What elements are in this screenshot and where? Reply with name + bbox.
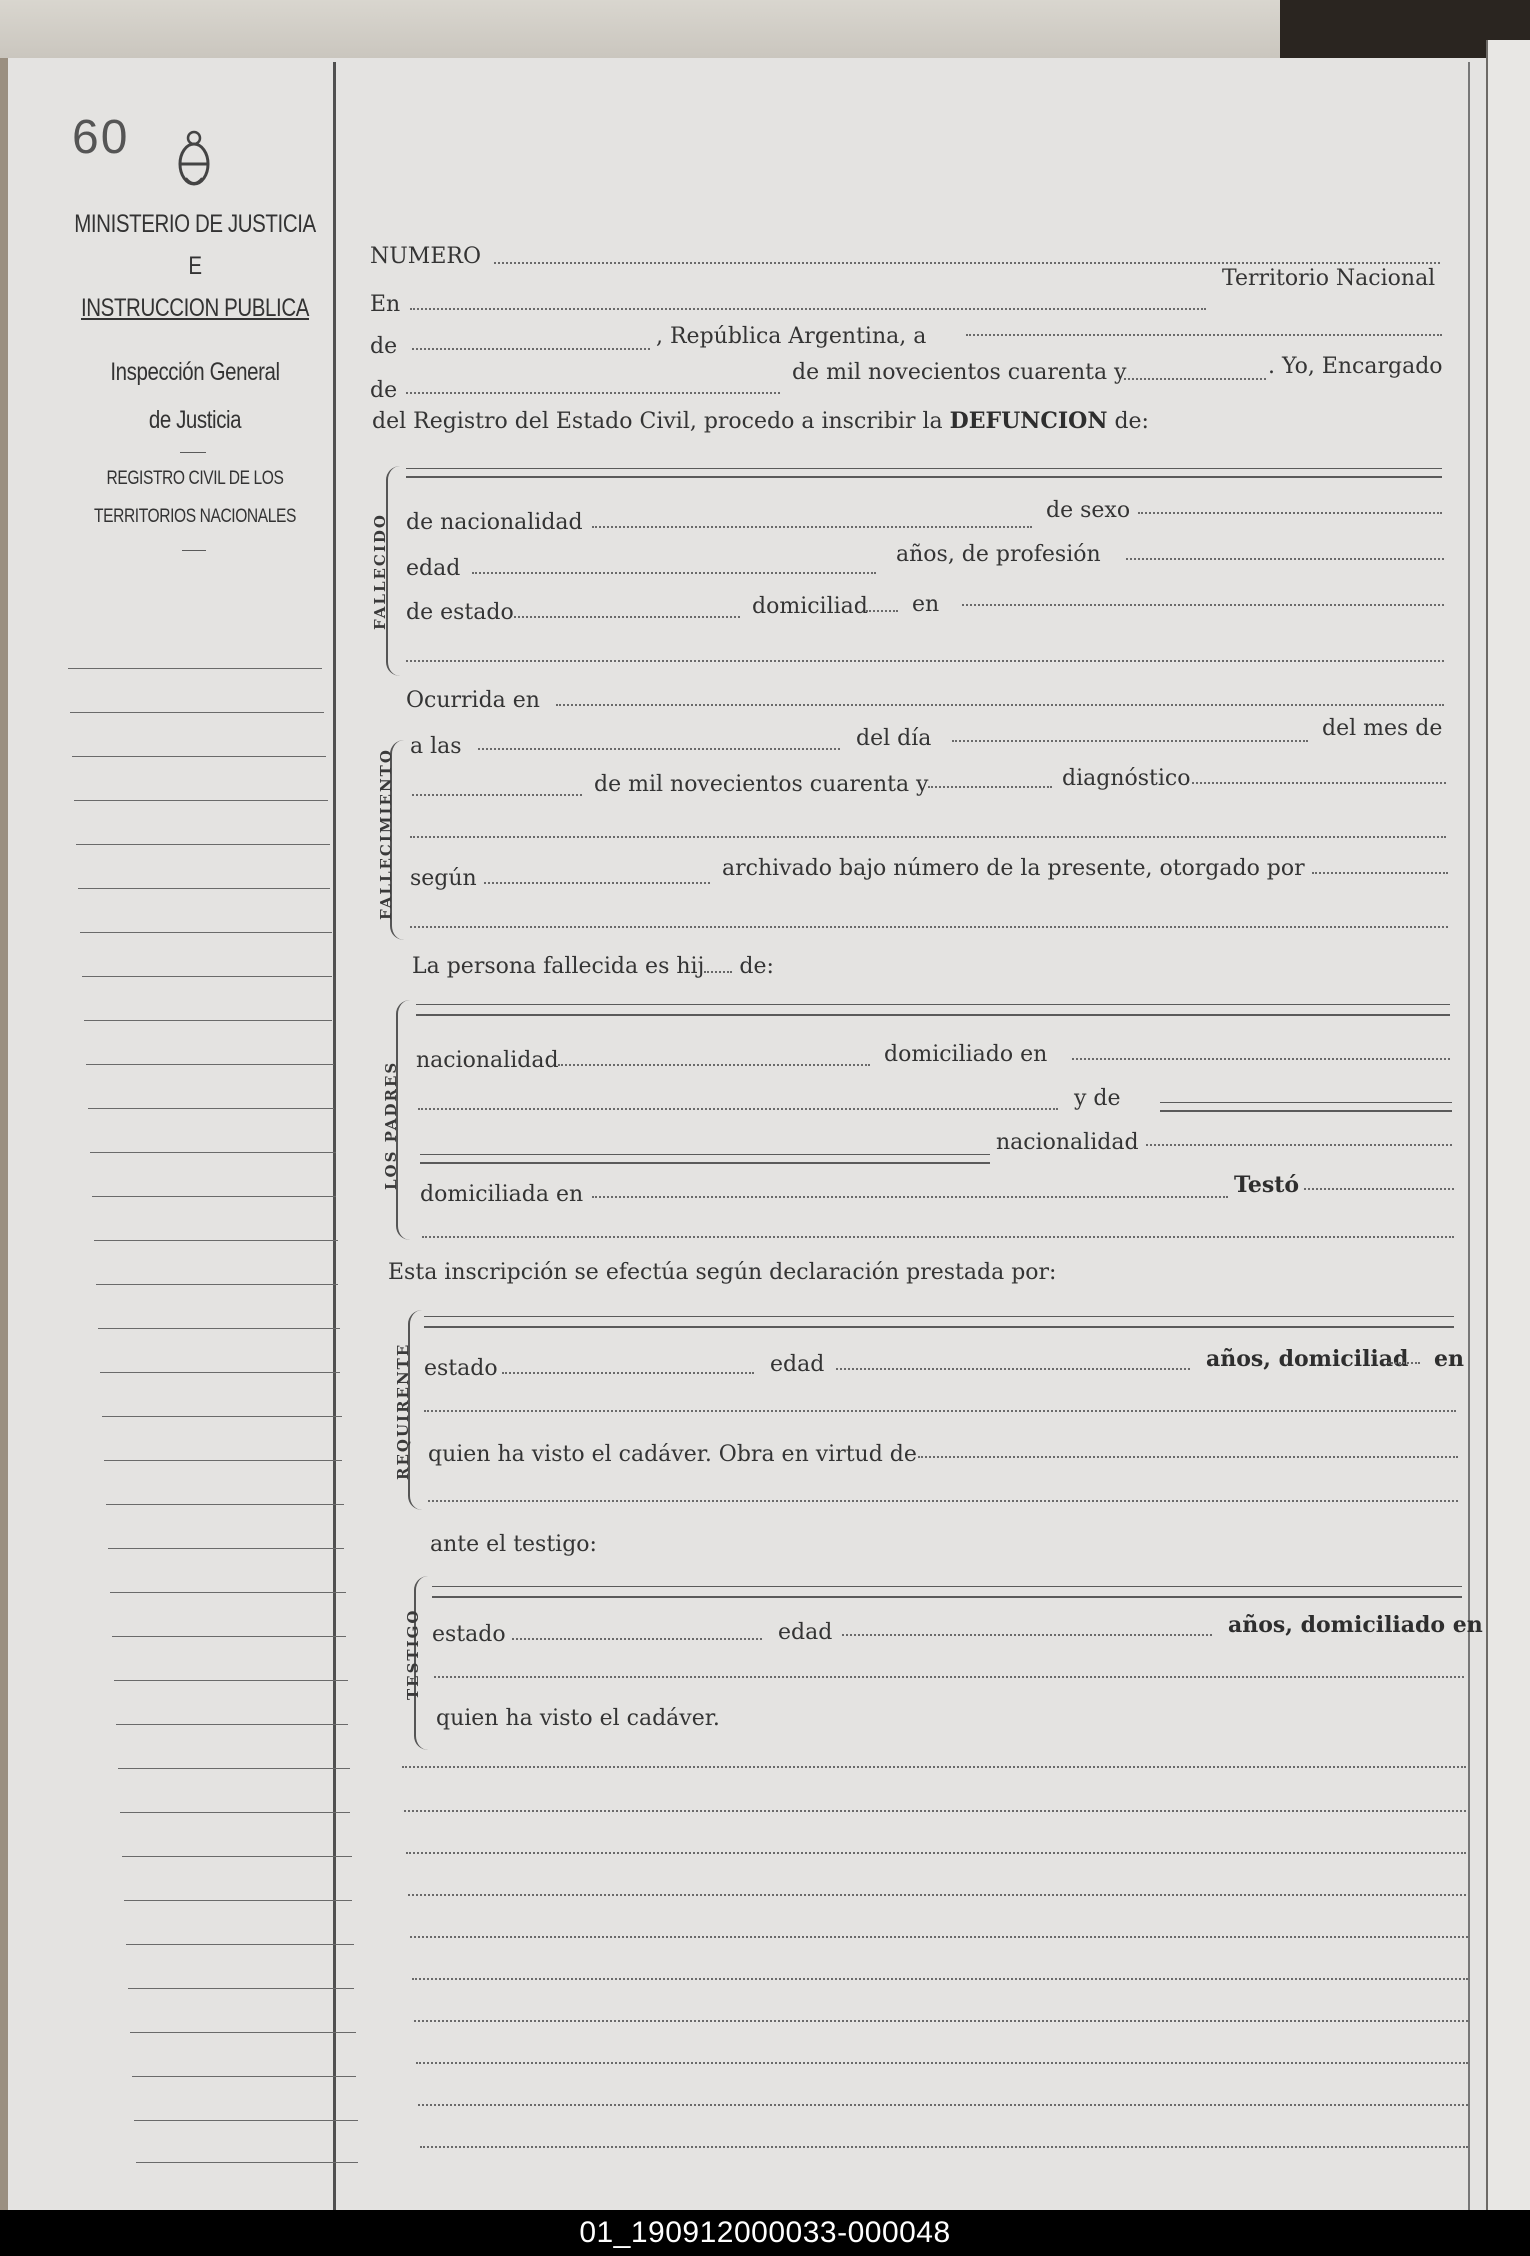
domiciliad-label: domiciliad bbox=[752, 594, 868, 619]
requirente-visto-label: quien ha visto el cadáver. Obra en virtud de bbox=[428, 1442, 917, 1467]
madre-name-line[interactable] bbox=[1160, 1102, 1452, 1103]
sexo-label: de sexo bbox=[1046, 498, 1131, 523]
territorio-label: Territorio Nacional bbox=[1222, 266, 1436, 291]
anio-field[interactable] bbox=[1124, 378, 1266, 380]
de-label-1: de bbox=[370, 334, 398, 359]
diagnostico-label: diagnóstico bbox=[1062, 766, 1191, 791]
sexo-field[interactable] bbox=[1138, 512, 1442, 514]
margin-rule bbox=[122, 1856, 352, 1857]
margin-rule bbox=[104, 1460, 342, 1461]
segun-field[interactable] bbox=[484, 882, 710, 884]
margin-rule bbox=[106, 1504, 344, 1505]
ministry-line-2: E bbox=[188, 252, 202, 280]
requirente-label: REQUIRENTE bbox=[394, 1342, 412, 1480]
de-field-1[interactable] bbox=[412, 348, 650, 350]
blank-rule[interactable] bbox=[410, 1936, 1468, 1938]
diagnostico-field[interactable] bbox=[1192, 782, 1446, 784]
nacionalidad-label: de nacionalidad bbox=[406, 510, 583, 535]
requirente-domicilio-field[interactable] bbox=[424, 1410, 1456, 1412]
mil-cuarenta-label: de mil novecientos cuarenta y bbox=[792, 360, 1127, 385]
otorgado-field-2[interactable] bbox=[410, 926, 1448, 928]
profesion-label: años, de profesión bbox=[896, 542, 1101, 567]
margin-rule bbox=[74, 800, 328, 801]
madre-name-line-3[interactable] bbox=[420, 1154, 990, 1155]
requirente-anos-label: años, domiciliad bbox=[1206, 1346, 1409, 1372]
margin-rule bbox=[76, 844, 330, 845]
margin-rule bbox=[102, 1416, 342, 1417]
nacionalidad-madre-field[interactable] bbox=[1146, 1144, 1452, 1146]
testigo-visto-label: quien ha visto el cadáver. bbox=[436, 1706, 720, 1731]
testigo-name-line[interactable] bbox=[432, 1586, 1462, 1587]
requirente-en-label: en bbox=[1434, 1346, 1464, 1372]
margin-rule bbox=[114, 1680, 348, 1681]
nacionalidad-padre-label: nacionalidad bbox=[416, 1048, 559, 1073]
requirente-edad-label: edad bbox=[770, 1352, 825, 1377]
archivado-label: archivado bajo número de la presente, otorgado por bbox=[722, 856, 1305, 881]
fecha-field[interactable] bbox=[966, 334, 1442, 336]
margin-rule bbox=[118, 1768, 350, 1769]
nacionalidad-madre-label: nacionalidad bbox=[996, 1130, 1139, 1155]
obra-virtud-field[interactable] bbox=[918, 1456, 1458, 1458]
margin-rule bbox=[136, 2162, 358, 2163]
margin-rule bbox=[94, 1240, 338, 1241]
profesion-field[interactable] bbox=[1126, 558, 1444, 560]
anio-field-2[interactable] bbox=[928, 786, 1052, 788]
estado-label: de estado bbox=[406, 600, 514, 625]
mil-cuarenta-label-2: de mil novecientos cuarenta y bbox=[594, 772, 929, 797]
en-label: En bbox=[370, 292, 401, 317]
del-mes-label: del mes de bbox=[1322, 716, 1443, 741]
blank-rule[interactable] bbox=[408, 1894, 1466, 1896]
requirente-domiciliad-suffix[interactable] bbox=[1388, 1362, 1420, 1364]
madre-name-line-2 bbox=[1160, 1110, 1452, 1112]
fallecimiento-label: FALLECIMIENTO bbox=[377, 748, 395, 920]
header-rule bbox=[180, 452, 206, 453]
los-padres-label: LOS PADRES bbox=[382, 1060, 400, 1190]
de-label-2: de bbox=[370, 378, 398, 403]
image-caption: 01_190912000033-000048 bbox=[579, 2216, 951, 2249]
ministry-line-3: INSTRUCCION PUBLICA bbox=[80, 294, 309, 322]
defuncion-label: DEFUNCION bbox=[949, 408, 1108, 434]
margin-rule bbox=[128, 1988, 354, 1989]
domicilio-field[interactable] bbox=[962, 604, 1444, 606]
otorgado-field[interactable] bbox=[1312, 872, 1448, 874]
y-de-label: y de bbox=[1074, 1086, 1121, 1111]
testigo-label: TESTIGO bbox=[404, 1608, 422, 1700]
margin-rule bbox=[108, 1548, 344, 1549]
madre-name-line-4 bbox=[420, 1162, 990, 1164]
nacionalidad-field[interactable] bbox=[592, 526, 1032, 528]
margin-rule bbox=[90, 1152, 336, 1153]
requirente-name-line[interactable] bbox=[424, 1316, 1454, 1317]
margin-rule bbox=[100, 1372, 340, 1373]
column-divider bbox=[333, 62, 336, 2210]
margin-rule bbox=[70, 712, 324, 713]
margin-rule bbox=[92, 1196, 336, 1197]
hij-suffix[interactable] bbox=[704, 971, 732, 973]
margin-rule bbox=[78, 888, 330, 889]
domicilio-padre-field-2[interactable] bbox=[418, 1108, 1058, 1110]
testigo-edad-label: edad bbox=[778, 1620, 833, 1645]
margin-rule bbox=[110, 1592, 346, 1593]
fallecido-name-line[interactable] bbox=[406, 468, 1442, 469]
margin-rule bbox=[116, 1724, 348, 1725]
diagnostico-field-2[interactable] bbox=[410, 836, 1446, 838]
numero-field[interactable] bbox=[494, 262, 1440, 264]
ocurrida-label: Ocurrida en bbox=[406, 688, 540, 713]
requirente-name-line-2 bbox=[424, 1326, 1454, 1328]
hora-field[interactable] bbox=[478, 748, 840, 750]
republica-label: , República Argentina, a bbox=[656, 324, 927, 349]
domiciliado-padre-field[interactable] bbox=[1072, 1058, 1450, 1060]
domicilio-field-2[interactable] bbox=[406, 660, 1444, 662]
margin-rule bbox=[98, 1328, 340, 1329]
padre-name-line-2 bbox=[416, 1014, 1450, 1016]
padres-de: de: bbox=[739, 954, 774, 979]
right-margin-line bbox=[1468, 62, 1470, 2210]
en-field[interactable] bbox=[410, 308, 1206, 310]
fallecido-name-line-2 bbox=[406, 476, 1442, 478]
inspection-line-1: Inspección General bbox=[110, 358, 280, 386]
yo-encargado-label: . Yo, Encargado bbox=[1268, 354, 1443, 379]
domiciliada-label: domiciliada en bbox=[420, 1182, 584, 1207]
blank-rule[interactable] bbox=[420, 2146, 1468, 2148]
testigo-estado-field[interactable] bbox=[512, 1638, 762, 1640]
dia-field[interactable] bbox=[952, 740, 1308, 742]
a-las-label: a las bbox=[410, 734, 462, 759]
blank-rule[interactable] bbox=[414, 2020, 1468, 2022]
domiciliada-field[interactable] bbox=[592, 1196, 1228, 1198]
margin-rule bbox=[88, 1108, 334, 1109]
requirente-edad-field[interactable] bbox=[836, 1368, 1190, 1370]
mes-field[interactable] bbox=[412, 794, 582, 796]
margin-rule bbox=[120, 1812, 350, 1813]
fallecido-label: FALLECIDO bbox=[371, 513, 389, 630]
scan-top-edge bbox=[0, 0, 1530, 62]
segun-label: según bbox=[410, 866, 477, 891]
margin-rule bbox=[96, 1284, 338, 1285]
declaracion-label: Esta inscripción se efectúa según declaración prestada por: bbox=[388, 1260, 1057, 1285]
ministry-line-1: MINISTERIO DE JUSTICIA bbox=[74, 210, 316, 238]
margin-rule bbox=[130, 2032, 356, 2033]
page-number: 60 bbox=[72, 111, 130, 164]
domiciliad-suffix[interactable] bbox=[866, 610, 898, 612]
de-field-2[interactable] bbox=[406, 392, 780, 394]
numero-label: NUMERO bbox=[370, 244, 481, 269]
blank-rule[interactable] bbox=[402, 1766, 1466, 1768]
estado-field[interactable] bbox=[514, 616, 740, 618]
blank-rule[interactable] bbox=[406, 1852, 1466, 1854]
margin-rule bbox=[112, 1636, 346, 1637]
blank-rule[interactable] bbox=[412, 1978, 1468, 1980]
blank-rule[interactable] bbox=[416, 2062, 1468, 2064]
image-caption-bar bbox=[0, 2210, 1530, 2256]
testigo-name-line-2 bbox=[432, 1596, 1462, 1598]
nacionalidad-padre-field[interactable] bbox=[558, 1064, 870, 1066]
registry-line-1: REGISTRO CIVIL DE LOS bbox=[106, 468, 284, 489]
margin-rule bbox=[82, 976, 332, 977]
testigo-domicilio-field[interactable] bbox=[434, 1676, 1464, 1678]
obra-virtud-field-2[interactable] bbox=[428, 1500, 1458, 1502]
testo-field[interactable] bbox=[1304, 1188, 1454, 1190]
margin-rule bbox=[124, 1900, 352, 1901]
margin-rule bbox=[126, 1944, 354, 1945]
testigo-anos-label: años, domiciliado en bbox=[1228, 1612, 1483, 1638]
blank-rule[interactable] bbox=[418, 2104, 1468, 2106]
testo-label: Testó bbox=[1234, 1172, 1300, 1198]
del-dia-label: del día bbox=[856, 726, 932, 751]
margin-rule bbox=[84, 1020, 332, 1021]
blank-rule[interactable] bbox=[404, 1810, 1466, 1812]
margin-rule bbox=[132, 2076, 356, 2077]
inspection-line-2: de Justicia bbox=[148, 406, 242, 434]
padre-name-line[interactable] bbox=[416, 1004, 1450, 1005]
coat-of-arms-icon bbox=[174, 128, 214, 190]
edad-field[interactable] bbox=[472, 572, 876, 574]
domiciliado-padre-label: domiciliado en bbox=[884, 1042, 1048, 1067]
testigo-estado-label: estado bbox=[432, 1622, 506, 1647]
persona-text: La persona fallecida es hij bbox=[412, 954, 705, 979]
header-rule bbox=[182, 550, 206, 551]
persona-label bbox=[412, 954, 774, 979]
adjacent-page-edge bbox=[1486, 40, 1530, 2210]
margin-rule bbox=[68, 668, 322, 669]
de-colon: de: bbox=[1114, 409, 1149, 434]
testo-field-2[interactable] bbox=[422, 1236, 1454, 1238]
margin-rule bbox=[80, 932, 332, 933]
testigo-edad-field[interactable] bbox=[842, 1634, 1212, 1636]
registry-line-2: TERRITORIOS NACIONALES bbox=[94, 506, 296, 527]
requirente-estado-field[interactable] bbox=[502, 1372, 754, 1374]
margin-rule bbox=[86, 1064, 334, 1065]
edad-label: edad bbox=[406, 556, 461, 581]
requirente-estado-label: estado bbox=[424, 1356, 498, 1381]
en-label: en bbox=[912, 592, 940, 617]
registro-text: del Registro del Estado Civil, procedo a inscribir la bbox=[372, 409, 943, 434]
registro-label bbox=[372, 408, 1149, 434]
margin-rule bbox=[72, 756, 326, 757]
ante-testigo-label: ante el testigo: bbox=[430, 1532, 597, 1557]
ocurrida-field[interactable] bbox=[556, 704, 1444, 706]
margin-rule bbox=[134, 2120, 358, 2121]
